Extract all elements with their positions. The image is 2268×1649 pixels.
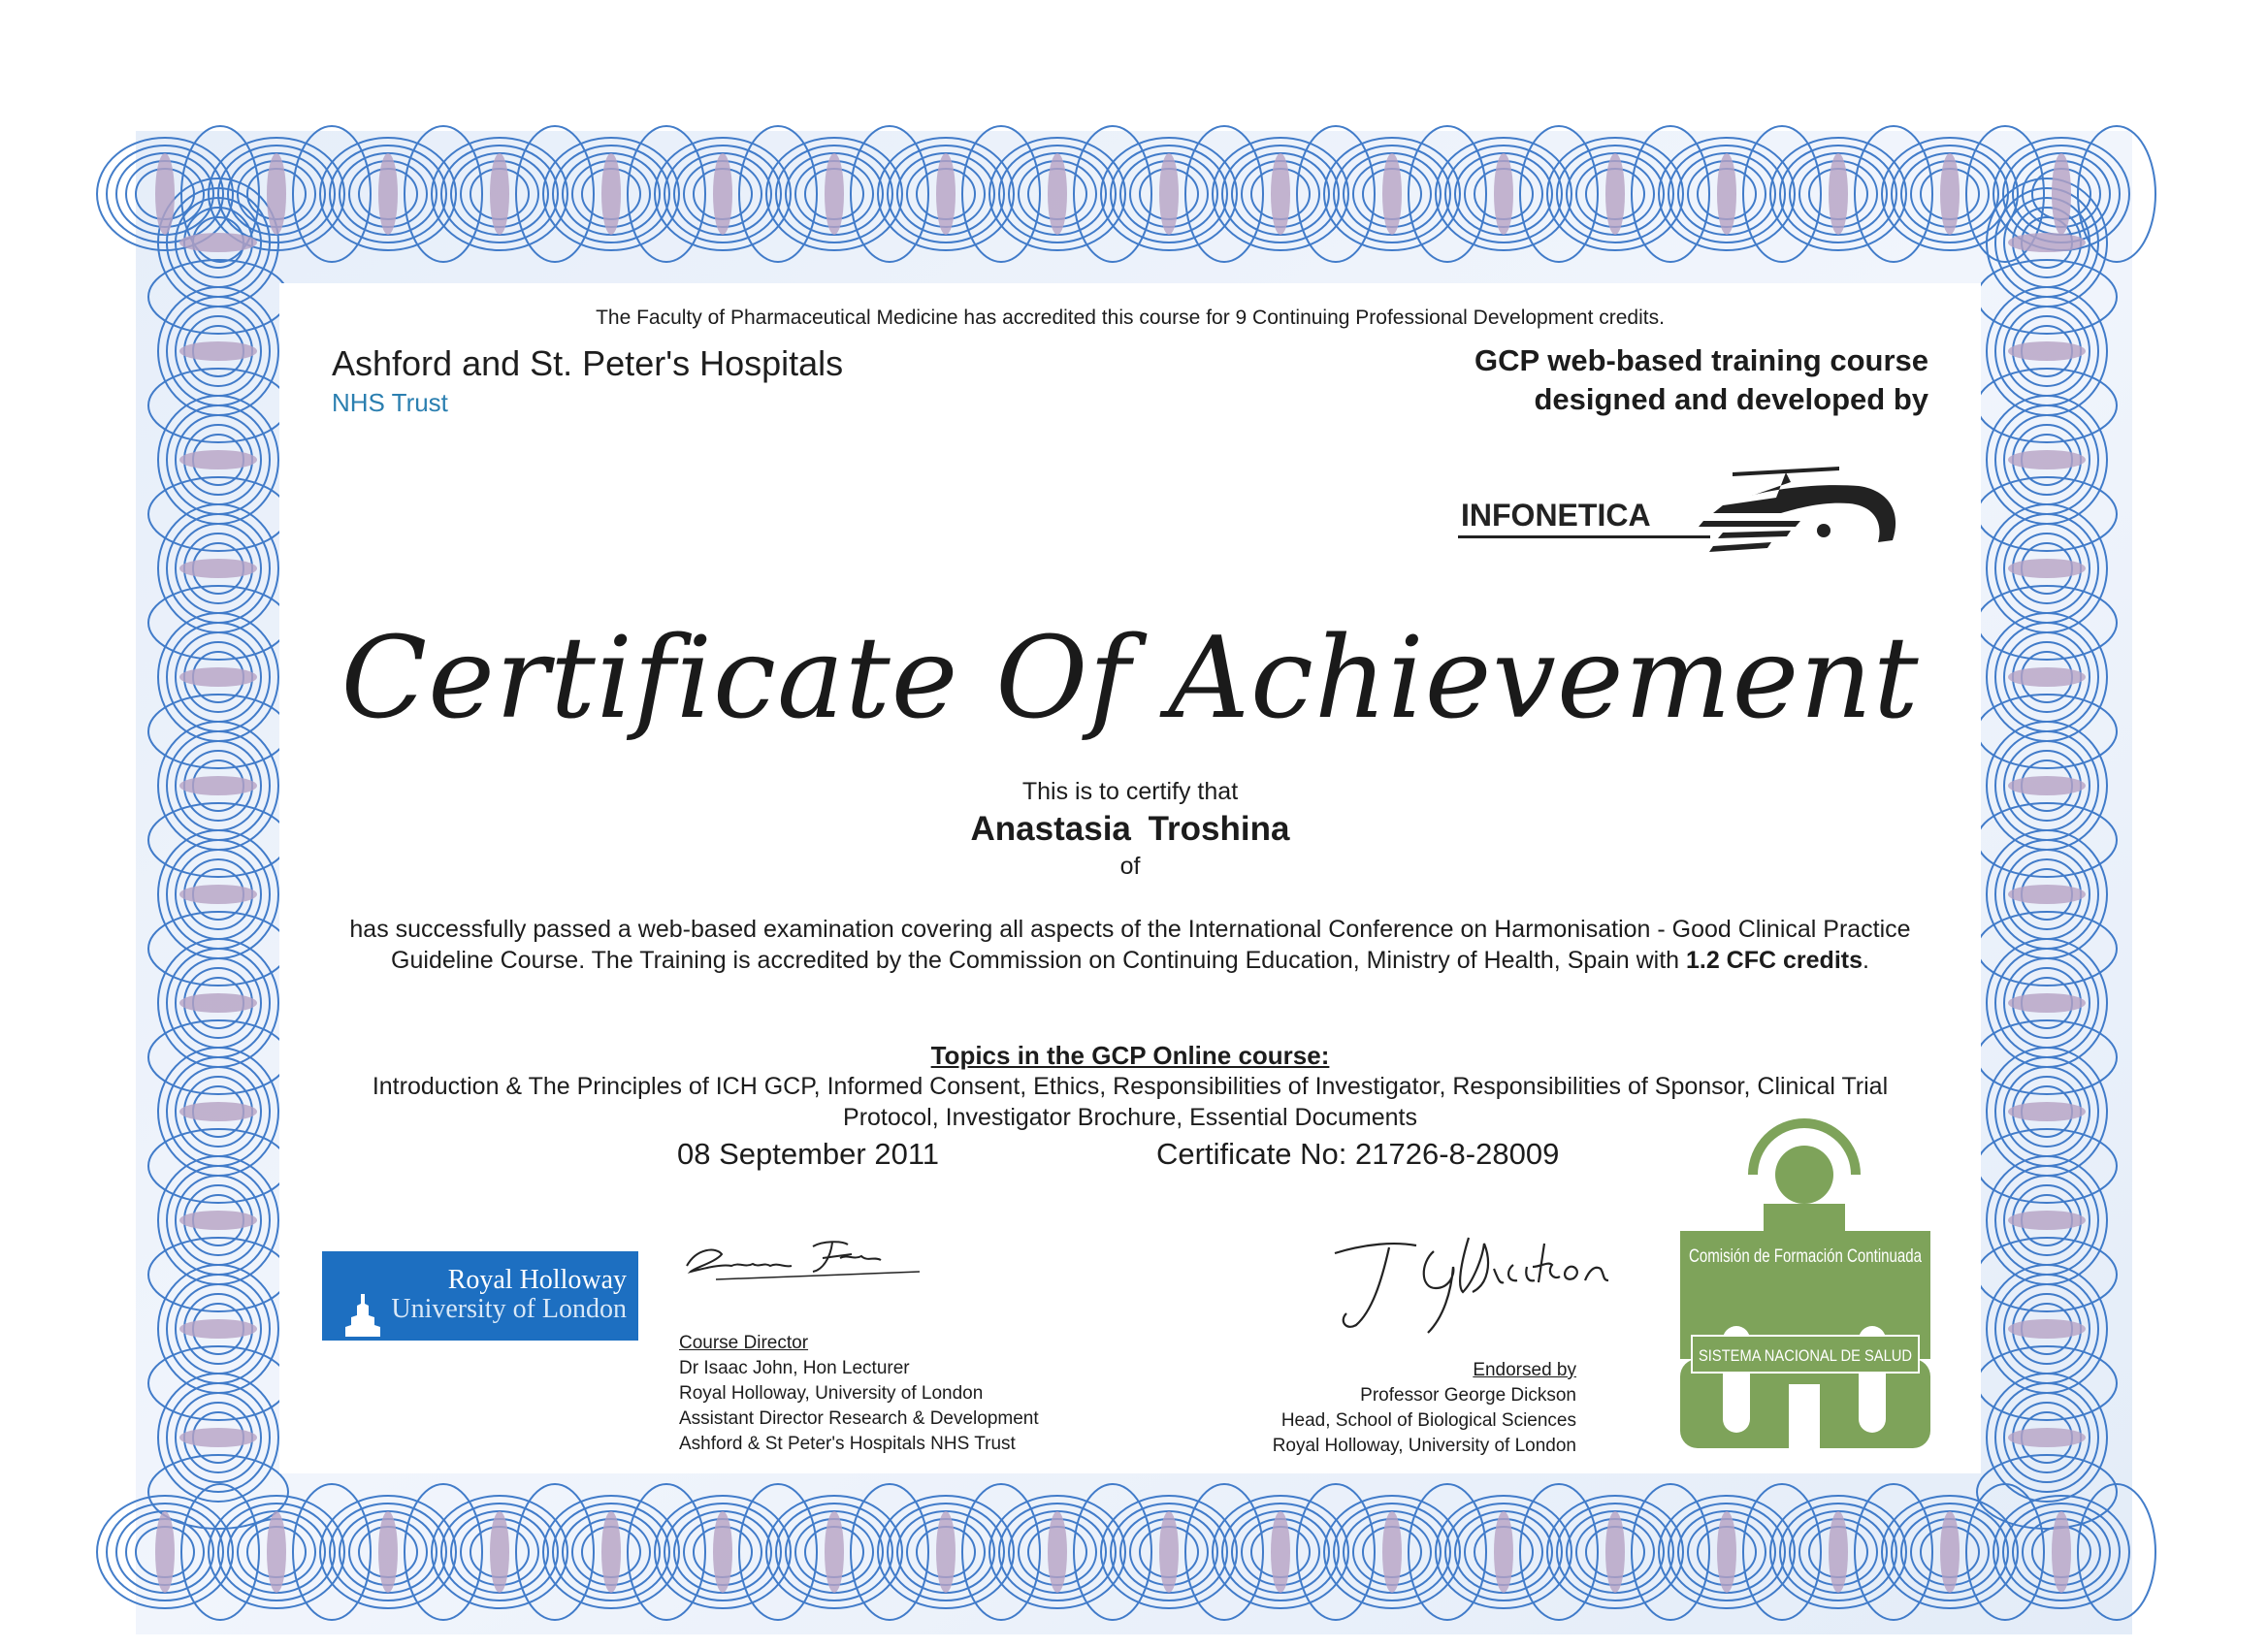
- course-director-block: [679, 1331, 1039, 1457]
- cfc-bottom-text: SISTEMA NACIONAL DE SALUD: [1699, 1346, 1912, 1365]
- course-director-line-4: Ashford & St Peter's Hospitals NHS Trust: [679, 1434, 1016, 1454]
- recipient-name: Anastasia Troshina: [970, 810, 1290, 848]
- body-end: .: [1863, 947, 1869, 974]
- course-director-heading: Course Director: [679, 1333, 809, 1353]
- royal-holloway-name: Royal Holloway: [447, 1265, 627, 1295]
- developer-credit: [1474, 341, 1928, 419]
- course-director-signature: [677, 1229, 929, 1287]
- infonetica-logo-icon: [1694, 453, 1907, 560]
- cfc-top-text: Comisión de Formación Continuada: [1689, 1246, 1923, 1267]
- certificate-date: 08 September 2011: [677, 1137, 940, 1171]
- infonetica-underline: [1458, 535, 1710, 538]
- body-main-text: has successfully passed a web-based examination covering all aspects of the International Conference on Harmonisation - Good Clinical Practice Guideline Course. The Training is accredited by the Commission on Continuing Education, Ministry of Health, Spain with: [349, 916, 1911, 974]
- endorsed-line-3: Royal Holloway, University of London: [1272, 1436, 1576, 1456]
- hospital-name: Ashford and St. Peter's Hospitals: [332, 343, 844, 383]
- endorsed-line-2: Head, School of Biological Sciences: [1280, 1410, 1576, 1431]
- royal-holloway-logo: [322, 1251, 638, 1341]
- course-director-line-1: Dr Isaac John, Hon Lecturer: [679, 1358, 910, 1378]
- endorsed-block: [1152, 1358, 1576, 1459]
- endorsed-line-1: Professor George Dickson: [1360, 1385, 1576, 1406]
- certificate-number: Certificate No: 21726-8-28009: [1156, 1137, 1560, 1171]
- endorsed-heading: Endorsed by: [1473, 1360, 1576, 1380]
- of-line: of: [1119, 853, 1141, 880]
- certificate-body: [328, 914, 1932, 976]
- certificate-title: Certificate Of Achievement: [340, 613, 1920, 744]
- certify-line: This is to certify that: [1021, 778, 1239, 805]
- course-director-line-2: Royal Holloway, University of London: [679, 1383, 984, 1404]
- body-credits: 1.2 CFC credits: [1685, 947, 1863, 974]
- endorser-signature: [1327, 1224, 1657, 1350]
- accreditation-note: The Faculty of Pharmaceutical Medicine has accredited this course for 9 Continuing Professional Development credits.: [596, 307, 1665, 329]
- infonetica-logo-text: INFONETICA: [1461, 498, 1651, 533]
- course-director-line-3: Assistant Director Research & Development: [679, 1408, 1039, 1429]
- developer-line-1: GCP web-based training course: [1474, 343, 1928, 377]
- cfc-logo: [1669, 1142, 1940, 1458]
- certificate-panel: [279, 283, 1981, 1473]
- royal-holloway-university: University of London: [391, 1294, 627, 1324]
- topics-heading: Topics in the GCP Online course:: [930, 1041, 1330, 1070]
- topics-list: Introduction & The Principles of ICH GCP, Informed Consent, Ethics, Responsibilities of Investigator, Responsibilities of Sponsor, Clinical Trial Protocol, Investigator Brochure, Essential Documents: [372, 1073, 1889, 1131]
- tower-icon: [343, 1292, 382, 1339]
- nhs-trust-label: NHS Trust: [332, 388, 448, 417]
- developer-line-2: designed and developed by: [1534, 382, 1928, 416]
